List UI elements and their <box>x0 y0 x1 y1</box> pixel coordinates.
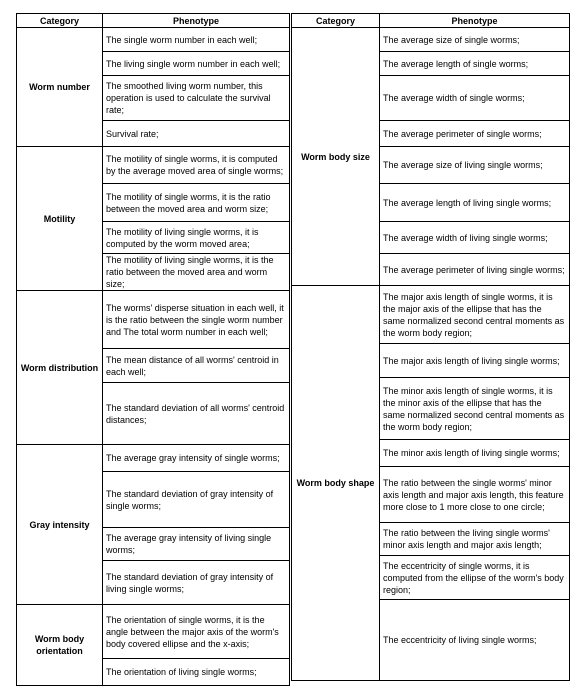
phenotype-header: Phenotype <box>103 14 290 28</box>
phenotype-header: Phenotype <box>380 14 570 28</box>
phenotype-cell: The motility of single worms, it is computed by the average moved area of single worms; <box>103 147 290 184</box>
phenotype-cell: The average length of living single worms; <box>380 184 570 222</box>
phenotype-cell: The eccentricity of single worms, it is computed from the ellipse of the worm's body region; <box>380 556 570 600</box>
phenotype-cell: The average gray intensity of single worms; <box>103 445 290 472</box>
phenotype-table-left <box>16 13 290 686</box>
phenotype-cell: The motility of single worms, it is the ratio between the moved area and worm size; <box>103 184 290 222</box>
phenotype-cell: The minor axis length of living single worms; <box>380 440 570 467</box>
phenotype-cell: The living single worm number in each well; <box>103 52 290 76</box>
phenotype-cell: The ratio between the single worms' minor axis length and major axis length, this feature more close to 1 more close to one circle; <box>380 467 570 523</box>
phenotype-cell: The motility of living single worms, it is computed by the worm moved area; <box>103 222 290 254</box>
phenotype-cell: The standard deviation of gray intensity of living single worms; <box>103 561 290 605</box>
phenotype-cell: The motility of living single worms, it is the ratio between the moved area and worm size; <box>103 254 290 291</box>
category-header: Category <box>292 14 380 28</box>
header-row <box>17 14 290 28</box>
phenotype-cell: The worms' disperse situation in each well, it is the ratio between the single worm number and The total worm number in each well; <box>103 291 290 349</box>
phenotype-cell: The smoothed living worm number, this operation is used to calculate the survival rate; <box>103 76 290 121</box>
phenotype-cell: The average width of living single worms; <box>380 222 570 254</box>
category-header: Category <box>17 14 103 28</box>
table-row <box>292 286 570 344</box>
phenotype-cell: The average perimeter of living single worms; <box>380 254 570 286</box>
header-row <box>292 14 570 28</box>
phenotype-cell: The average size of single worms; <box>380 28 570 52</box>
table-row <box>17 291 290 349</box>
phenotype-table-right <box>291 13 570 681</box>
phenotype-cell: The average width of single worms; <box>380 76 570 121</box>
phenotype-cell: The average gray intensity of living single worms; <box>103 528 290 561</box>
table-row <box>17 445 290 472</box>
phenotype-cell: The average size of living single worms; <box>380 147 570 184</box>
phenotype-cell: The major axis length of single worms, it is the major axis of the ellipse that has the same normalized second central moments as the worm body region; <box>380 286 570 344</box>
phenotype-cell: The eccentricity of living single worms; <box>380 600 570 681</box>
phenotype-cell: The major axis length of living single worms; <box>380 344 570 378</box>
phenotype-cell: The orientation of single worms, it is the angle between the major axis of the worm's body covered ellipse and the x-axis; <box>103 605 290 659</box>
phenotype-cell: The ratio between the living single worms' minor axis length and major axis length; <box>380 523 570 556</box>
category-cell: Gray intensity <box>17 445 103 605</box>
phenotype-cell: The average perimeter of single worms; <box>380 121 570 147</box>
category-cell: Motility <box>17 147 103 291</box>
table-row <box>17 28 290 52</box>
phenotype-cell: The average length of single worms; <box>380 52 570 76</box>
category-cell: Worm distribution <box>17 291 103 445</box>
phenotype-cell: The mean distance of all worms' centroid in each well; <box>103 349 290 383</box>
category-cell: Worm body orientation <box>17 605 103 686</box>
phenotype-cell: The minor axis length of single worms, it is the minor axis of the ellipse that has the same normalized second central moments as the worm body region; <box>380 378 570 440</box>
category-cell: Worm body size <box>292 28 380 286</box>
table-row <box>292 28 570 52</box>
table-row <box>17 605 290 659</box>
category-cell: Worm body shape <box>292 286 380 681</box>
phenotype-cell: The standard deviation of gray intensity of single worms; <box>103 472 290 528</box>
phenotype-cell: The single worm number in each well; <box>103 28 290 52</box>
category-cell: Worm number <box>17 28 103 147</box>
phenotype-cell: The orientation of living single worms; <box>103 659 290 686</box>
table-row <box>17 147 290 184</box>
phenotype-cell: Survival rate; <box>103 121 290 147</box>
phenotype-cell: The standard deviation of all worms' centroid distances; <box>103 383 290 445</box>
